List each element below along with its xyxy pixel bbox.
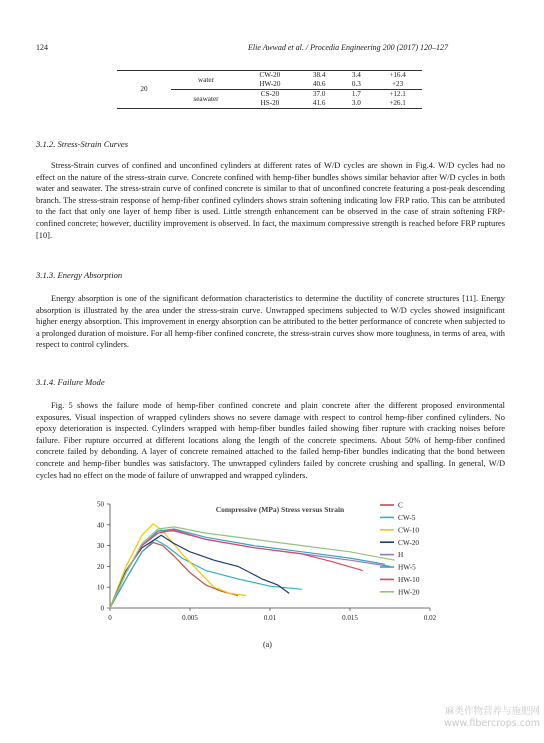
table-cell: 1.7 [351,90,361,98]
y-tick-label: 30 [97,542,104,551]
y-tick-label: 10 [97,583,104,592]
section-heading-stress-strain: 3.1.2. Stress-Strain Curves [36,139,129,149]
subgroup-cell: water [171,71,241,90]
watermark [400,706,540,730]
stress-strain-chart [80,496,460,656]
x-tick-label: 0.015 [342,614,358,622]
subgroup-cell: seawater [171,90,241,109]
table-cell: HW-20 [241,80,299,90]
paragraph-failure-mode: Fig. 5 shows the failure mode of hemp-fiber confined concrete and plain concrete after the different proposed environmental exposures. Visual inspection of wrapped cylinders shows no severe damage with respect to control hemp-fiber confined cylinders. No epoxy deterioration is inspected. Cylinders wrapped with hemp-fiber bundles failed showing fiber rupture with cracking noises before failure. Fiber rupture occurred at different locations along the length of the concrete specimens. About 50% of hemp-fiber confined concrete failed by debonding. A layer of concrete remained attached to the failed hemp-fiber bundles indicating that the bond between concrete and hemp-fiber bundles was satisfactory. The unwrapped cylinders failed by concrete crushing and spalling. In general, W/D cycles had no effect on the mode of failure of unwrapped and wrapped cylinders. [36,401,505,480]
legend-label: C [398,500,403,510]
legend-label: HW-20 [398,587,420,597]
table-cell: +23 [373,80,422,90]
table-cell: CW-20 [241,71,299,81]
y-tick-label: 20 [97,562,104,571]
section-heading-failure-mode: 3.1.4. Failure Mode [36,377,105,387]
x-tick-label: 0.01 [263,614,277,622]
table-cell: HS-20 [241,99,299,109]
series-line-hw-10 [110,530,363,608]
x-tick-label: 0 [108,614,112,622]
table-cell: 37.0 [312,90,326,98]
running-header [36,43,508,55]
results-table [117,70,422,109]
paragraph-energy-absorption: Energy absorption is one of the significant deformation characteristics to determine the ductility of concrete structures [11]. Energy absorption is illustrated by the area under the stress-strain curve. Unwrapped specimens subjected to W/D cycles showed insignificant higher energy absorption. This improvement in energy absorption can be attributed to the better performance of concrete when subjected to a prolonged duration of moisture. For all hemp-fiber confined concrete, the stress-strain curves show more toughness, in terms of area, with respect to control cylinders. [36,294,505,350]
legend-label: HW-5 [398,562,416,572]
y-tick-label: 50 [97,500,104,509]
y-tick-label: 40 [97,521,104,530]
running-title: Elie Awwad et al. / Procedia Engineering 200 (2017) 120–127 [248,43,448,52]
table-cell: +26.1 [373,99,422,109]
table-cell: 0.3 [340,80,374,90]
table-cell: 40.6 [299,80,340,90]
table-cell: 3.4 [340,71,374,81]
legend-label: HW-10 [398,575,420,584]
group-cell: 20 [117,71,171,109]
table-cell: +12.1 [389,90,406,98]
paragraph-stress-strain: Stress-Strain curves of confined and unconfined cylinders at different rates of W/D cycles are shown in Fig.4. W/D cycles had no effect on the nature of the stress-strain curve. Concrete confined with hemp-fiber bundles shows similar behavior after W/D cycles in both water and seawater. The stress-strain curve of confined concrete is similar to that of unconfined concrete featuring a post-peak descending branch. The stress-strain response of hemp-fiber confined cylinders shows strain softening indicating low FRP ratio. This can be attributed to the fact that only one layer of hemp fiber is used. Little strength enhancement can be observed in the case of strain softening FRP-confined concrete; however, ductility improvement is observed. In fact, the maximum compressive strength is reached before FRP ruptures [10]. [36,161,505,240]
table-cell: CS-20 [260,90,280,98]
legend-label: CW-10 [398,525,420,535]
table-cell: 3.0 [340,99,374,109]
chart-title: Compressive (MPa) Stress versus Strain [215,505,345,514]
chart-svg [80,496,460,656]
legend-label: H [398,550,404,560]
x-tick-label: 0.02 [423,614,437,622]
series-line-hw-5 [110,529,385,608]
table-row [117,71,422,81]
table-cell: 38.4 [299,71,340,81]
figure-caption: (a) [263,640,272,649]
x-tick-label: 0.005 [182,614,198,622]
table-cell: +16.4 [373,71,422,81]
page-number: 124 [36,43,48,52]
legend-label: CW-20 [398,537,420,547]
table-cell: 41.6 [299,99,340,109]
legend-label: CW-5 [398,513,416,522]
section-heading-energy-absorption: 3.1.3. Energy Absorption [36,270,123,280]
watermark-line: 麻类作物营养与施肥网 [444,706,540,717]
y-tick-label: 0 [100,604,104,613]
watermark-line: www.fibercrops.com [443,718,540,729]
